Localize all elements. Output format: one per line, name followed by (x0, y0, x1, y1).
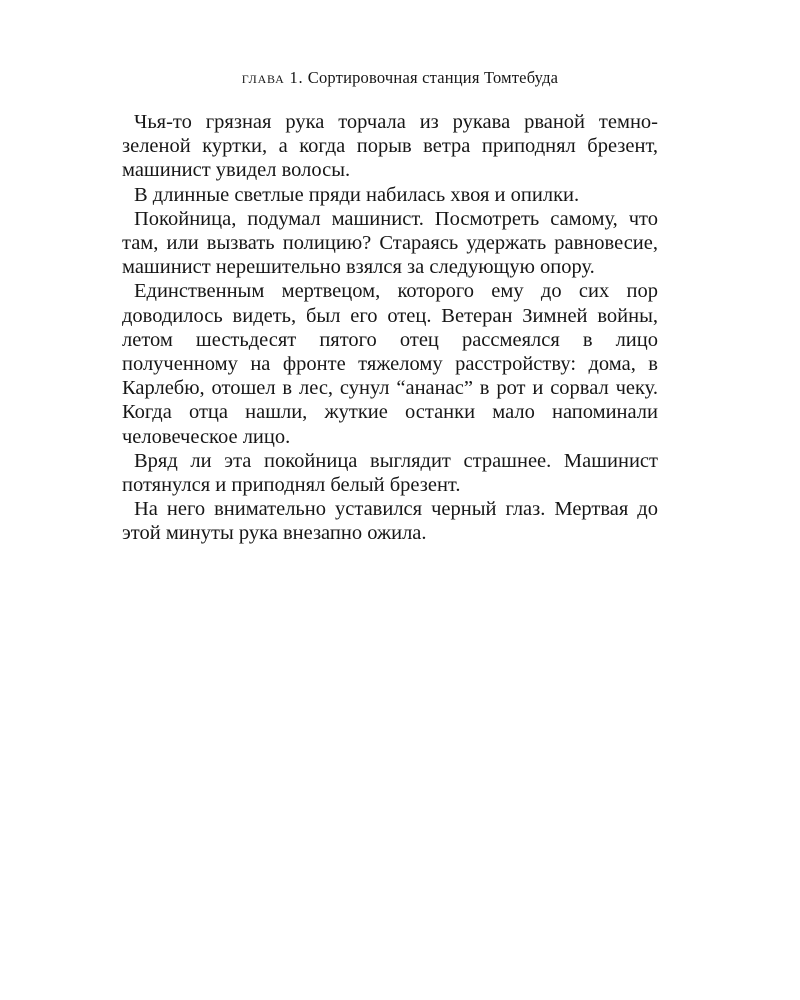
running-header (0, 68, 800, 88)
paragraph-6: На него внимательно уставился черный глаз. Мертвая до этой минуты рука внезапно ожила. (122, 498, 658, 545)
paragraph-1: Чья-то грязная рука торчала из рукава рваной темно-зеленой куртки, а когда порыв ветра приподнял брезент, машинист увидел волосы. (122, 111, 658, 182)
paragraph-5: Вряд ли эта покойница выглядит страшнее. Машинист потянулся и приподнял белый брезент. (122, 449, 658, 497)
body-text (122, 110, 658, 546)
chapter-title: Сортировочная станция Томтебуда (307, 68, 559, 87)
paragraph-3: Покойница, подумал машинист. Посмотреть самому, что там, или вызвать полицию? Стараясь удержать равновесие, машинист нерешительно взялся за следующую опору. (122, 207, 658, 279)
paragraph-4: Единственным мертвецом, которого ему до сих пор доводилось видеть, был его отец. Ветеран Зимней войны, летом шестьдесят пятого отец рассмеялся в лицо полученному на фронте тяжелому расстройству: дома, в Карлебю, отошел в лес, сунул “ананас” в рот и сорвал чеку. Когда отца нашли, жуткие останки мало напоминали человеческое лицо. (122, 280, 658, 448)
chapter-label: глава 1. (241, 68, 304, 87)
paragraph-2: В длинные светлые пряди набилась хвоя и опилки. (134, 183, 580, 206)
